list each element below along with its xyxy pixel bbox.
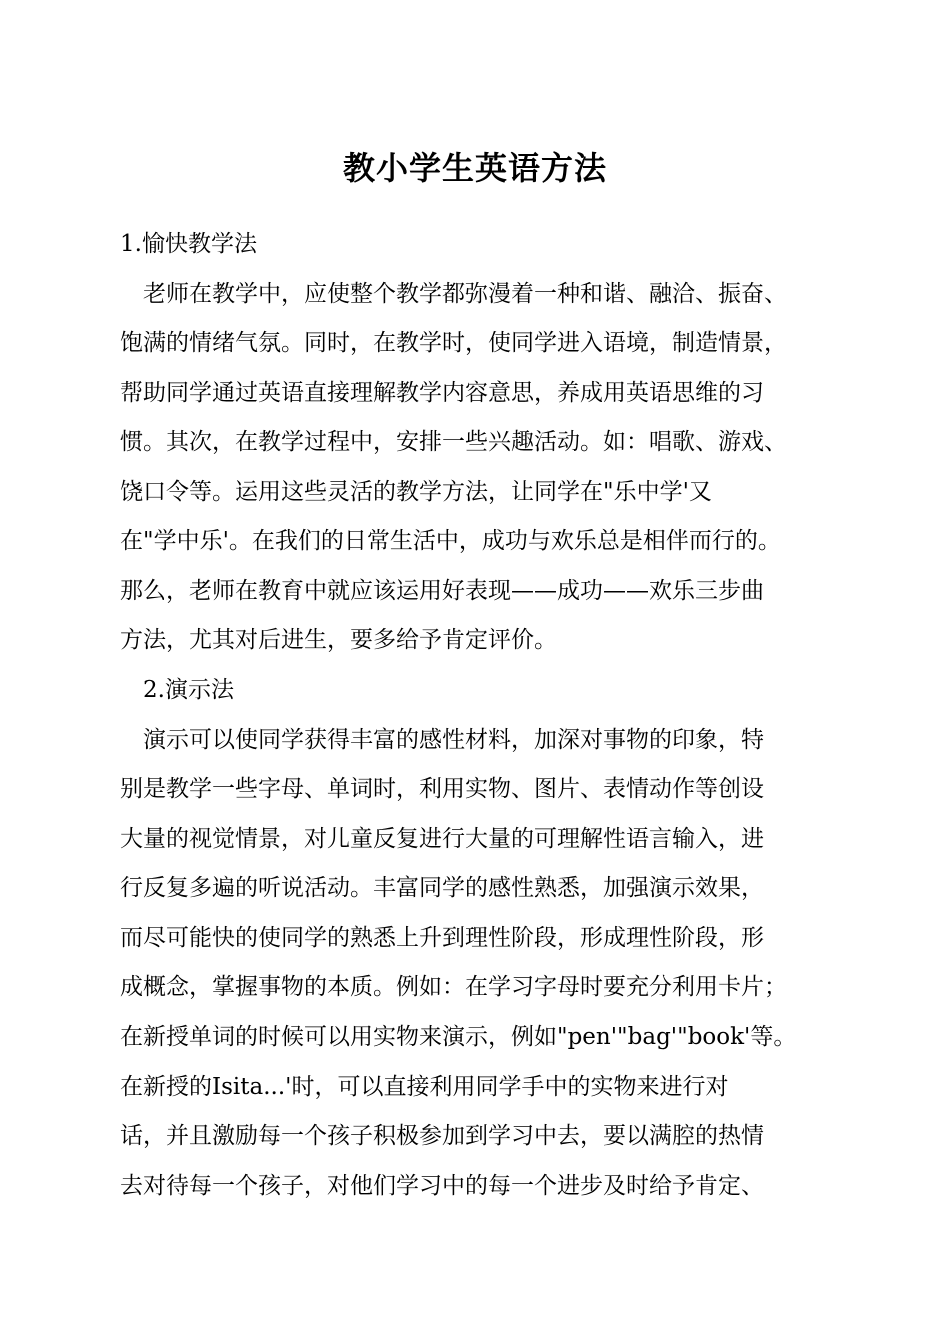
paragraph-line: 帮助同学通过英语直接理解教学内容意思，养成用英语思维的习 [120, 380, 764, 406]
paragraph-line: 成概念，掌握事物的本质。例如：在学习字母时要充分利用卡片； [120, 974, 787, 1000]
paragraph-line: 在"学中乐'。在我们的日常生活中，成功与欢乐总是相伴而行的。 [120, 528, 781, 554]
paragraph-line: 话，并且激励每一个孩子积极参加到学习中去，要以满腔的热情 [120, 1123, 764, 1149]
paragraph-line: 老师在教学中，应使整个教学都弥漫着一种和谐、融洽、振奋、 [120, 281, 787, 307]
paragraph-line: 方法，尤其对后进生，要多给予肯定评价。 [120, 627, 557, 653]
paragraph-line: 演示可以使同学获得丰富的感性材料，加深对事物的印象，特 [120, 727, 764, 753]
paragraph-line: 惯。其次，在教学过程中，安排一些兴趣活动。如：唱歌、游戏、 [120, 429, 787, 455]
paragraph-line: 别是教学一些字母、单词时，利用实物、图片、表情动作等创设 [120, 776, 764, 802]
paragraph-line: 行反复多遍的听说活动。丰富同学的感性熟悉，加强演示效果， [120, 875, 764, 901]
document-title: 教小学生英语方法 [342, 149, 607, 187]
section-heading-1: 1.愉快教学法 [120, 231, 257, 257]
paragraph-line: 饱满的情绪气氛。同时，在教学时，使同学进入语境，制造情景， [120, 330, 787, 356]
section-heading-2: 2.演示法 [120, 677, 234, 703]
paragraph-line: 那么，老师在教育中就应该运用好表现——成功——欢乐三步曲 [120, 578, 764, 604]
paragraph-line: 在新授的Isita...'时，可以直接利用同学手中的实物来进行对 [120, 1074, 729, 1100]
paragraph-line: 而尽可能快的使同学的熟悉上升到理性阶段，形成理性阶段，形 [120, 925, 764, 951]
paragraph-line: 饶口令等。运用这些灵活的教学方法，让同学在"乐中学'又 [120, 479, 712, 505]
paragraph-line: 在新授单词的时候可以用实物来演示，例如"pen'"bag'"book'等。 [120, 1024, 797, 1050]
paragraph-line: 去对待每一个孩子，对他们学习中的每一个进步及时给予肯定、 [120, 1173, 764, 1199]
paragraph-line: 大量的视觉情景，对儿童反复进行大量的可理解性语言输入，进 [120, 826, 764, 852]
